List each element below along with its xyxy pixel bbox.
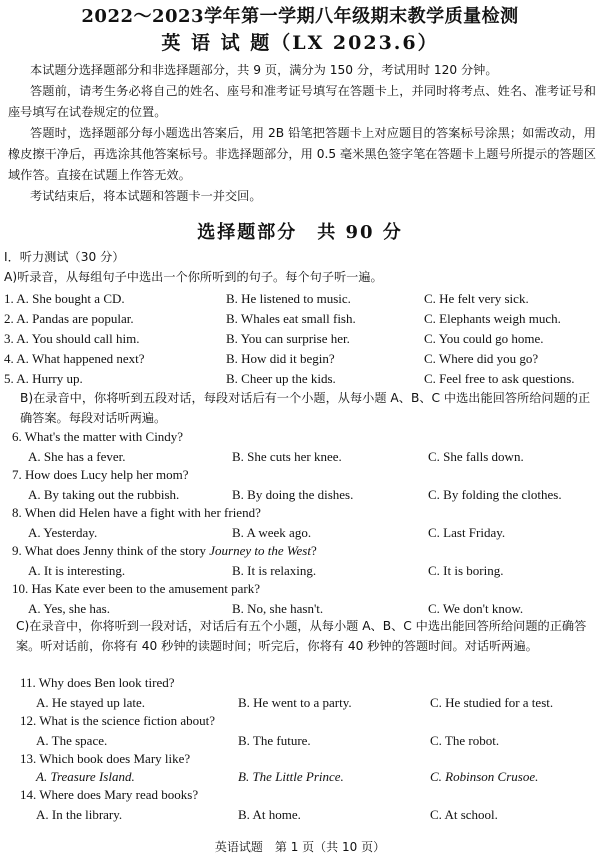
option-b: B. No, she hasn't.	[232, 601, 324, 616]
option-b: B. He listened to music.	[226, 291, 351, 306]
option-c: C. Feel free to ask questions.	[424, 371, 575, 386]
exam-subtitle: 英 语 试 题（LX 2023.6）	[161, 32, 439, 54]
part-title: I．听力测试（30 分）	[4, 250, 125, 264]
option-b: B. He went to a party.	[238, 695, 352, 710]
section-a-instruction: A)听录音，从每组句子中选出一个你所听到的句子。每个句子听一遍。	[4, 270, 383, 284]
question-text: 13. Which book does Mary like?	[20, 751, 191, 766]
item-number: 3.	[4, 331, 14, 346]
option-b: B. The future.	[238, 733, 311, 748]
option-c: C. It is boring.	[428, 563, 504, 578]
list-item	[4, 350, 145, 368]
exam-title: 2022～2023学年第一学期八年级期末教学质量检测	[81, 6, 519, 27]
option-c: C. He studied for a test.	[430, 695, 554, 710]
option-a: A. Pandas are popular.	[16, 311, 134, 326]
list-item	[4, 370, 83, 388]
instruction-paragraph: 本试题分选择题部分和非选择题部分，共 9 页，满分为 150 分，考试用时 120 分钟。	[30, 63, 498, 77]
question-text: 8. When did Helen have a fight with her friend?	[12, 505, 261, 520]
option-a: A. Treasure Island.	[36, 769, 135, 784]
option-c: C. Robinson Crusoe.	[430, 769, 539, 784]
option-b: B. Whales eat small fish.	[226, 311, 356, 326]
option-c: C. Last Friday.	[428, 525, 506, 540]
instruction-paragraph: 答题时，选择题部分每小题选出答案后，用 2B 铅笔把答题卡上对应题目的答案标号涂黑；如需改动，用橡皮擦干净后，再选涂其他答案标号。非选择题部分，用 0.5 毫米黑色签字笔在答题卡上题号所提示的答题区域作答。直接在试题上作答无效。	[8, 126, 596, 182]
section-b-instruction: B)在录音中，你将听到五段对话，每段对话后有一个小题，从每小题 A、B、C 中选出能回答所给问题的正确答案。每段对话听两遍。	[20, 391, 591, 425]
instruction-paragraph: 考试结束后，将本试题和答题卡一并交回。	[30, 189, 262, 203]
option-c: C. He felt very sick.	[424, 291, 529, 306]
option-c: C. You could go home.	[424, 331, 544, 346]
list-item	[4, 330, 139, 348]
option-b: B. She cuts her knee.	[232, 449, 342, 464]
option-a: A. Yesterday.	[28, 525, 98, 540]
option-b: B. A week ago.	[232, 525, 312, 540]
section-title: 选择题部分 共 90 分	[197, 222, 403, 243]
option-b: B. The Little Prince.	[238, 769, 344, 784]
option-c: C. Where did you go?	[424, 351, 539, 366]
question-text-start: 9. What does Jenny think of the story	[12, 543, 210, 558]
item-number: 1.	[4, 291, 14, 306]
question-text: 11. Why does Ben look tired?	[20, 675, 175, 690]
option-a: A. By taking out the rubbish.	[28, 487, 180, 502]
option-c: C. The robot.	[430, 733, 500, 748]
option-a: A. What happened next?	[16, 351, 145, 366]
option-a: A. She bought a CD.	[16, 291, 125, 306]
option-a: A. You should call him.	[16, 331, 140, 346]
item-number: 5.	[4, 371, 14, 386]
list-item	[4, 310, 134, 328]
section-c-instruction: C)在录音中，你将听到一段对话，对话后有五个小题，从每小题 A、B、C 中选出能回答所给问题的正确答案。听对话前，你将有 40 秒钟的读题时间；听完后，你将有 40 秒钟的答题时间。对话听两遍。	[16, 619, 587, 653]
question-text-end: ?	[310, 543, 317, 558]
question-text	[12, 542, 317, 560]
option-b: B. It is relaxing.	[232, 563, 317, 578]
option-a: A. She has a fever.	[28, 449, 126, 464]
option-a: A. Yes, she has.	[28, 601, 110, 616]
option-a: A. The space.	[36, 733, 108, 748]
option-c: C. We don't know.	[428, 601, 524, 616]
option-c: C. She falls down.	[428, 449, 524, 464]
page-footer: 英语试题 第 1 页（共 10 页）	[214, 840, 386, 854]
option-a: A. Hurry up.	[16, 371, 83, 386]
option-a: A. He stayed up late.	[36, 695, 146, 710]
option-c: C. Elephants weigh much.	[424, 311, 561, 326]
question-text: 14. Where does Mary read books?	[20, 787, 199, 802]
option-b: B. By doing the dishes.	[232, 487, 354, 502]
question-text: 12. What is the science fiction about?	[20, 713, 216, 728]
option-b: B. You can surprise her.	[226, 331, 350, 346]
option-c: C. By folding the clothes.	[428, 487, 562, 502]
option-b: B. Cheer up the kids.	[226, 371, 336, 386]
item-number: 2.	[4, 311, 14, 326]
list-item	[4, 290, 125, 308]
question-text: 7. How does Lucy help her mom?	[12, 467, 189, 482]
item-number: 4.	[4, 351, 14, 366]
option-a: A. It is interesting.	[28, 563, 126, 578]
option-c: C. At school.	[430, 807, 498, 822]
question-text: 10. Has Kate ever been to the amusement park?	[12, 581, 260, 596]
option-b: B. At home.	[238, 807, 301, 822]
option-b: B. How did it begin?	[226, 351, 335, 366]
book-title: Journey to the West	[209, 543, 311, 558]
question-text: 6. What's the matter with Cindy?	[12, 429, 184, 444]
option-a: A. In the library.	[36, 807, 123, 822]
instruction-paragraph: 答题前，请考生务必将自己的姓名、座号和准考证号填写在答题卡上，并同时将考点、姓名、准考证号和座号填写在试卷规定的位置。	[8, 84, 596, 119]
